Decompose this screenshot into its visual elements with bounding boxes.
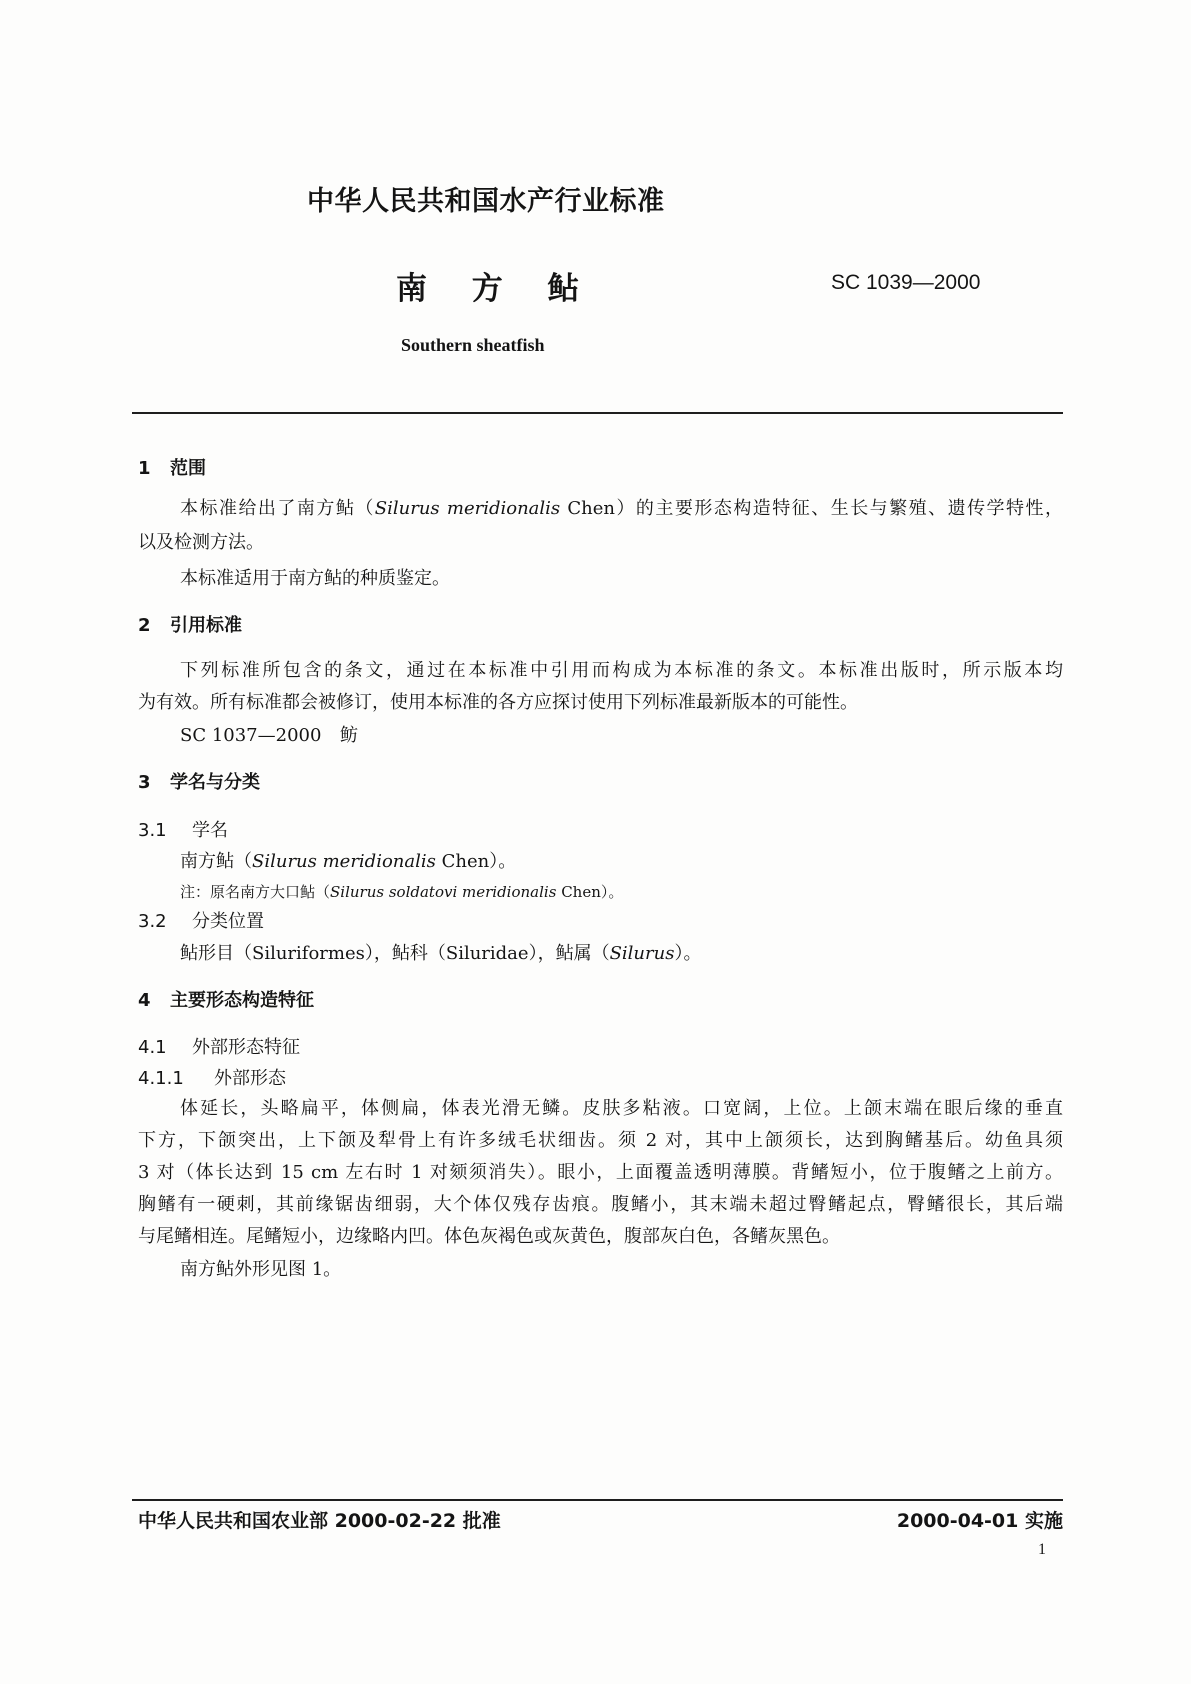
- subsection-4-1-heading: 外部形态特征: [192, 1037, 300, 1058]
- latin-species-name: Silurus meridionalis: [374, 498, 561, 519]
- scope-line-3: 本标准适用于南方鲇的种质鉴定。: [180, 568, 450, 589]
- latin-species-name: Silurus meridionalis: [252, 851, 436, 872]
- references-line-2: 为有效。所有标准都会被修订，使用本标准的各方应探讨使用下列标准最新版本的可能性。: [138, 692, 858, 713]
- reference-code: SC 1037—2000: [180, 725, 322, 746]
- text-segment: 注：原名南方大口鲇（: [180, 883, 331, 901]
- standard-code: SC 1039—2000: [831, 271, 981, 294]
- morphology-line-3: 3 对（体长达到 15 cm 左右时 1 对颏须消失）。眼小，上面覆盖透明薄膜。背鳍短小，位于腹鳍之上前方。: [138, 1162, 1063, 1183]
- section-3-heading: 学名与分类: [170, 772, 260, 793]
- subsection-3-1-heading: 学名: [192, 820, 228, 841]
- text-segment: 鲇形目（Siluriformes），鲇科（Siluridae），鲇属（: [180, 943, 610, 964]
- latin-genus-name: Silurus: [609, 943, 675, 964]
- section-4-heading: 主要形态构造特征: [170, 990, 314, 1011]
- text-segment: ）。: [674, 943, 702, 964]
- issuer-line: 中华人民共和国水产行业标准: [307, 186, 665, 217]
- header-divider: [132, 412, 1063, 414]
- subsection-3-2-heading: 分类位置: [192, 911, 264, 932]
- morphology-line-5: 与尾鳍相连。尾鳍短小，边缘略内凹。体色灰褐色或灰黄色，腹部灰白色，各鳍灰黑色。: [138, 1226, 840, 1247]
- reference-title: 鲂: [340, 725, 358, 746]
- latin-species-name: Silurus soldatovi meridionalis: [330, 883, 557, 901]
- morphology-line-4: 胸鳍有一硬刺，其前缘锯齿细弱，大个体仅残存齿痕。腹鳍小，其末端未超过臀鳍起点，臀鳍很长，其后端: [138, 1194, 1063, 1215]
- page-number: 1: [1038, 1541, 1046, 1558]
- subsection-3-2-number: 3.2: [138, 911, 167, 932]
- morphology-line-1: 体延长，头略扁平，体侧扁，体表光滑无鳞。皮肤多粘液。口宽阔，上位。上颌末端在眼后缘的垂直: [180, 1098, 1063, 1119]
- approval-statement: 中华人民共和国农业部 2000-02-22 批准: [138, 1510, 501, 1532]
- references-line-1: 下列标准所包含的条文，通过在本标准中引用而构成为本标准的条文。本标准出版时，所示版本均: [180, 660, 1063, 681]
- section-3-number: 3: [138, 772, 151, 793]
- section-4-number: 4: [138, 990, 151, 1011]
- text-segment: 南方鲇（: [180, 851, 252, 872]
- section-2-number: 2: [138, 615, 151, 636]
- scope-line-1: [180, 496, 1063, 522]
- figure-reference: 南方鲇外形见图 1。: [180, 1259, 342, 1280]
- section-1-number: 1: [138, 458, 151, 479]
- subsection-4-1-1-heading: 外部形态: [214, 1068, 286, 1089]
- subsection-4-1-number: 4.1: [138, 1037, 167, 1058]
- text-segment: Chen）。: [556, 883, 624, 901]
- taxonomy-line: [180, 941, 701, 967]
- text-segment: 本标准给出了南方鲇（: [180, 498, 375, 519]
- scope-line-2: 以及检测方法。: [138, 532, 264, 553]
- morphology-line-2: 下方，下颌突出，上下颌及犁骨上有许多绒毛状细齿。须 2 对，其中上颌须长，达到胸鳍基后。幼鱼具须: [138, 1130, 1063, 1151]
- scientific-name-note: [180, 881, 623, 903]
- text-segment: Chen）的主要形态构造特征、生长与繁殖、遗传学特性，: [560, 498, 1063, 519]
- section-2-heading: 引用标准: [170, 615, 242, 636]
- subsection-3-1-number: 3.1: [138, 820, 167, 841]
- subsection-4-1-1-number: 4.1.1: [138, 1068, 184, 1089]
- text-segment: Chen）。: [435, 851, 517, 872]
- effective-date-statement: 2000-04-01 实施: [896, 1510, 1063, 1532]
- document-title-en: Southern sheatfish: [401, 335, 545, 355]
- document-title-cn: 南 方 鲇: [396, 271, 596, 307]
- footer-divider: [132, 1499, 1063, 1501]
- scientific-name-line: [180, 849, 516, 875]
- section-1-heading: 范围: [170, 458, 206, 479]
